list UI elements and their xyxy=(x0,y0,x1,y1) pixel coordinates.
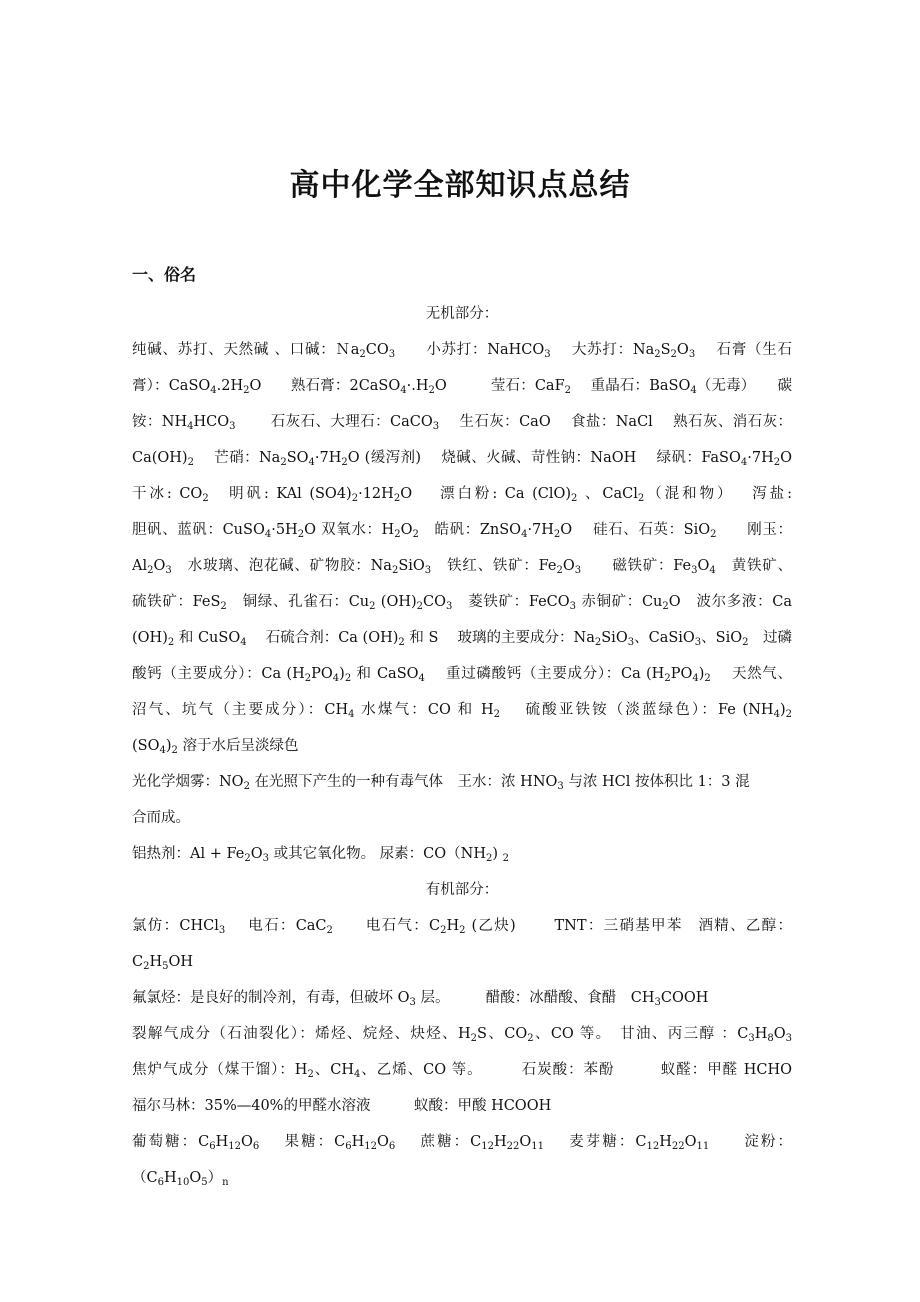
text-line: 膏）：$CaSO_4.2H_2O$ 熟石膏：$2CaSO_4\cdot.H_2O$ 莹石：CaF$_2$ 重晶石：BaSO$_4$（无毒） 碳 xyxy=(132,378,792,396)
text-line: 氯仿：CHCl$_3$ 电石：CaC$_2$ 电石气：$C_2H_2$ (乙炔) TNT：三硝基甲苯 酒精、乙醇： xyxy=(132,918,792,936)
text-line: 裂解气成分（石油裂化）：烯烃、烷烃、炔烃、$H_2S$、$CO_2$、CO 等。 甘油、丙三醇 ：$C_3H_8O_3$ xyxy=(132,1026,792,1044)
text-body xyxy=(132,296,792,1196)
text-line: 酸钙（主要成分）：Ca $(H_2PO_4)_2$ 和 CaSO$_4$ 重过磷酸钙（主要成分）：Ca $(H_2PO_4)_2$ 天然气、 xyxy=(132,666,792,684)
text-line: 硫铁矿：FeS$_2$ 铜绿、孔雀石：$Cu_2$ $(OH)_2CO_3$ 菱铁矿：FeCO$_3$ 赤铜矿：$Cu_2O$ 波尔多液：Ca xyxy=(132,594,792,612)
text-line: 铝热剂：$Al + Fe_2O_3$ 或其它氧化物。 尿素：$CO(NH_2)$ $_2$ xyxy=(132,846,510,864)
text-line: 氟氯烃：是良好的制冷剂，有毒，但破坏 $O_3$ 层。 醋酸：冰醋酸、食醋 $CH_3COOH$ xyxy=(132,990,709,1008)
text-line: $(SO_4)_2$ 溶于水后呈淡绿色 xyxy=(132,738,299,756)
text-line: 合而成。 xyxy=(132,810,190,826)
text-line: 有机部分： xyxy=(425,882,499,898)
text-line: 沼气、坑气（主要成分）：$CH_4$ 水煤气：CO 和 $H_2$ 硫酸亚铁铵（淡蓝绿色）：Fe $(NH_4)_2$ xyxy=(132,702,792,720)
text-line: $Al_2O_3$ 水玻璃、泡花碱、矿物胶：$Na_2SiO_3$ 铁红、铁矿：$Fe_2O_3$ 磁铁矿：$Fe_3O_4$ 黄铁矿、 xyxy=(132,558,792,576)
text-line: $(OH)_2$ 和 CuSO$_4$ 石硫合剂：Ca $(OH)_2$ 和 S 玻璃的主要成分：$Na_2SiO_3$、CaSiO$_3$、SiO$_2$ 过磷 xyxy=(132,630,792,648)
text-line: $Ca(OH)_2$ 芒硝：$Na_2SO_4\cdot 7H_2O$ (缓泻剂) 烧碱、火碱、苛性钠：NaOH 绿矾：$FaSO_4\cdot 7H_2O$ xyxy=(132,450,792,468)
text-line: $C_2H_5OH$ xyxy=(132,954,194,972)
text-line: 干冰: $CO_2$ 明矾: KAl $(SO4)_2\cdot 12H_2O$ 漂白粉: Ca $(ClO)_2$ 、CaCl$_2$（混和物） 泻盐: xyxy=(132,486,792,504)
text-line: $(C_6H_{10}O_5)_n$ xyxy=(132,1170,229,1188)
document-title: 高中化学全部知识点总结 xyxy=(289,168,631,203)
text-line: 光化学烟雾：$NO_2$ 在光照下产生的一种有毒气体 王水：浓 $HNO_3$ 与浓 HCl 按体积比 1：3 混 xyxy=(132,774,750,792)
text-line: 胆矾、蓝矾：$CuSO_4\cdot 5H_2O$ 双氧水：$H_2O_2$ 皓矾：$ZnSO_4\cdot 7H_2O$ 硅石、石英：SiO$_2$ 刚玉： xyxy=(132,522,792,540)
section-heading: 一、俗名 xyxy=(132,265,197,284)
text-line: 无机部分： xyxy=(425,306,499,322)
text-line: 葡萄糖：$C_6H_{12}O_6$ 果糖：$C_6H_{12}O_6$ 蔗糖：$C_{12}H_{22}O_{11}$ 麦芽糖：$C_{12}H_{22}O_{11}$ 淀粉： xyxy=(132,1134,792,1152)
text-line: 纯碱、苏打、天然碱 、口碱：$Na_2CO_3$ 小苏打：NaHCO$_3$ 大苏打：$Na_2S_2O_3$ 石膏（生石 xyxy=(132,342,792,360)
text-line: 铵：$NH_4HCO_3$ 石灰石、大理石：CaCO$_3$ 生石灰：CaO 食盐：NaCl 熟石灰、消石灰： xyxy=(132,414,792,432)
text-line: 焦炉气成分（煤干馏）：$H_2$、$CH_4$、乙烯、CO 等。 石炭酸：苯酚 蚁醛：甲醛 HCHO xyxy=(132,1062,792,1080)
text-line: 福尔马林：35%—40%的甲醛水溶液 蚁酸：甲酸 HCOOH xyxy=(132,1098,552,1114)
